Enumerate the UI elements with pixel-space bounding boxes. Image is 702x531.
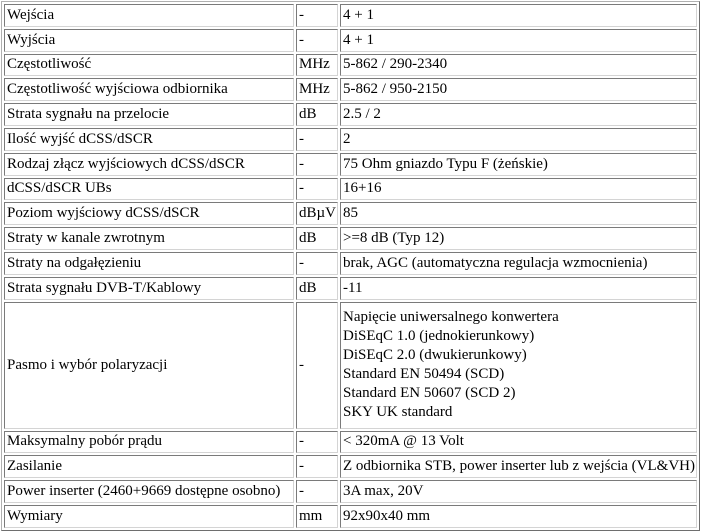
param-name: Maksymalny pobór prądu bbox=[4, 431, 294, 454]
param-unit: dBµV bbox=[296, 202, 338, 225]
polarization-option: Napięcie uniwersalnego konwertera bbox=[343, 309, 559, 326]
param-name: Rodzaj złącz wyjściowych dCSS/dSCR bbox=[4, 153, 294, 176]
table-row bbox=[4, 103, 697, 126]
table-row bbox=[4, 202, 697, 225]
param-name: Ilość wyjść dCSS/dSCR bbox=[4, 128, 294, 151]
table-row bbox=[4, 153, 697, 176]
table-row bbox=[4, 455, 697, 478]
param-value: < 320mA @ 13 Volt bbox=[340, 431, 697, 454]
spec-table bbox=[1, 1, 700, 531]
param-value-list bbox=[340, 302, 697, 429]
table-row bbox=[4, 29, 697, 52]
param-name: Power inserter (2460+9669 dostępne osobno) bbox=[4, 480, 294, 503]
param-name: Strata sygnału na przelocie bbox=[4, 103, 294, 126]
polarization-option: DiSEqC 2.0 (dwukierunkowy) bbox=[343, 347, 527, 364]
table-row bbox=[4, 252, 697, 275]
param-name: Straty na odgałęzieniu bbox=[4, 252, 294, 275]
param-unit: - bbox=[296, 29, 338, 52]
polarization-option: Standard EN 50607 (SCD 2) bbox=[343, 385, 516, 402]
param-unit: dB bbox=[296, 277, 338, 300]
param-unit: - bbox=[296, 4, 338, 27]
param-value: 2 bbox=[340, 128, 697, 151]
param-unit: - bbox=[296, 480, 338, 503]
param-unit: - bbox=[296, 455, 338, 478]
param-unit: - bbox=[296, 431, 338, 454]
param-value: -11 bbox=[340, 277, 697, 300]
table-row bbox=[4, 431, 697, 454]
table-row bbox=[4, 227, 697, 250]
param-name: Częstotliwość wyjściowa odbiornika bbox=[4, 78, 294, 101]
param-name: Wejścia bbox=[4, 4, 294, 27]
param-unit: - bbox=[296, 128, 338, 151]
polarization-option: DiSEqC 1.0 (jednokierunkowy) bbox=[343, 328, 535, 345]
param-value: >=8 dB (Typ 12) bbox=[340, 227, 697, 250]
param-name: Wymiary bbox=[4, 505, 294, 528]
table-row bbox=[4, 178, 697, 201]
table-row bbox=[4, 128, 697, 151]
table-row bbox=[4, 78, 697, 101]
spec-table-body bbox=[4, 4, 697, 528]
param-unit: mm bbox=[296, 505, 338, 528]
param-name: Strata sygnału DVB-T/Kablowy bbox=[4, 277, 294, 300]
param-unit: dB bbox=[296, 103, 338, 126]
param-value: 2.5 / 2 bbox=[340, 103, 697, 126]
param-name: Zasilanie bbox=[4, 455, 294, 478]
param-value: 4 + 1 bbox=[340, 29, 697, 52]
table-row bbox=[4, 480, 697, 503]
param-unit: - bbox=[296, 302, 338, 429]
param-unit: - bbox=[296, 178, 338, 201]
param-value: brak, AGC (automatyczna regulacja wzmocnienia) bbox=[340, 252, 697, 275]
param-unit: - bbox=[296, 252, 338, 275]
param-name: Wyjścia bbox=[4, 29, 294, 52]
param-name: Poziom wyjściowy dCSS/dSCR bbox=[4, 202, 294, 225]
param-name: dCSS/dSCR UBs bbox=[4, 178, 294, 201]
param-unit: dB bbox=[296, 227, 338, 250]
param-value: 4 + 1 bbox=[340, 4, 697, 27]
param-value: 75 Ohm gniazdo Typu F (żeńskie) bbox=[340, 153, 697, 176]
param-unit: MHz bbox=[296, 78, 338, 101]
param-unit: - bbox=[296, 153, 338, 176]
param-value: 92x90x40 mm bbox=[340, 505, 697, 528]
param-name: Straty w kanale zwrotnym bbox=[4, 227, 294, 250]
table-row bbox=[4, 302, 697, 429]
param-value: 16+16 bbox=[340, 178, 697, 201]
param-unit: MHz bbox=[296, 54, 338, 77]
param-value: 5-862 / 290-2340 bbox=[340, 54, 697, 77]
param-value: 5-862 / 950-2150 bbox=[340, 78, 697, 101]
param-name: Częstotliwość bbox=[4, 54, 294, 77]
param-value: 3A max, 20V bbox=[340, 480, 697, 503]
param-value: Z odbiornika STB, power inserter lub z wejścia (VL&VH) bbox=[340, 455, 697, 478]
table-row bbox=[4, 4, 697, 27]
polarization-option: SKY UK standard bbox=[343, 404, 453, 421]
param-name: Pasmo i wybór polaryzacji bbox=[4, 302, 294, 429]
table-row bbox=[4, 505, 697, 528]
table-row bbox=[4, 54, 697, 77]
table-row bbox=[4, 277, 697, 300]
param-value: 85 bbox=[340, 202, 697, 225]
polarization-option: Standard EN 50494 (SCD) bbox=[343, 366, 505, 383]
